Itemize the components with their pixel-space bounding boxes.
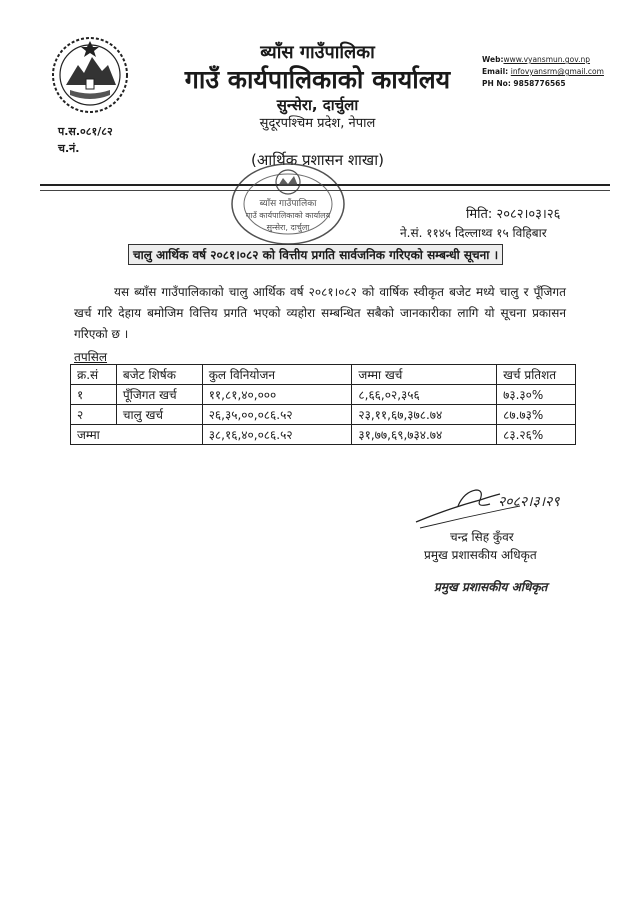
designation-stamp: प्रमुख प्रशासकीय अधिकृत: [434, 580, 548, 594]
web-link[interactable]: www.vyansmun.gov.np: [503, 55, 591, 64]
municipality-name: ब्याँस गाउँपालिका: [260, 42, 375, 63]
column-header: क्र.सं: [71, 365, 117, 385]
chalani-number: च.नं.: [58, 142, 80, 155]
patra-sankhya: प.स.०८१/८२: [58, 125, 113, 138]
table-row: [71, 385, 576, 405]
table-cell: ८,६६,०२,३५६: [352, 385, 497, 405]
total-allocation: ३८,१६,४०,०८६.५२: [202, 425, 352, 445]
svg-text:गाउँ कार्यपालिकाको कार्यालय: गाउँ कार्यपालिकाको कार्यालय: [245, 211, 331, 220]
table-cell: ८७.७३%: [497, 405, 576, 425]
office-name: गाउँ कार्यपालिकाको कार्यालय: [184, 65, 451, 94]
signatory-title: प्रमुख प्रशासकीय अधिकृत: [424, 548, 537, 562]
office-location: सुन्सेरा, दार्चुला: [276, 96, 359, 114]
total-expense: ३१,७७,६९,७३४.७४: [352, 425, 497, 445]
email-link[interactable]: infovyansrm@gmail.com: [510, 67, 604, 76]
table-cell: ११,८१,४०,०००: [202, 385, 352, 405]
total-label: जम्मा: [71, 425, 203, 445]
table-cell: २६,३५,००,०८६.५२: [202, 405, 352, 425]
province-name: सुदूरपश्चिम प्रदेश, नेपाल: [259, 116, 376, 131]
email-label: Email:: [482, 67, 509, 76]
table-cell: चालु खर्च: [116, 405, 202, 425]
table-cell: १: [71, 385, 117, 405]
svg-text:ब्याँस गाउँपालिका: ब्याँस गाउँपालिका: [259, 199, 317, 209]
svg-text:सुन्सेरा, दार्चुला: सुन्सेरा, दार्चुला: [266, 223, 310, 232]
table-cell: पूँजिगत खर्च: [116, 385, 202, 405]
phone-number: PH No: 9858776565: [482, 79, 566, 88]
signatory-name: चन्द्र सिह कुँवर: [450, 530, 514, 544]
details-heading: तपसिल: [74, 350, 108, 364]
table-cell: २३,११,६७,३७८.७४: [352, 405, 497, 425]
table-cell: २: [71, 405, 117, 425]
column-header: खर्च प्रतिशत: [497, 365, 576, 385]
table-total-row: [71, 425, 576, 445]
table-cell: ७३.३०%: [497, 385, 576, 405]
handwritten-date: २०८२।३।२९: [498, 494, 560, 510]
budget-progress-table: [70, 364, 576, 445]
table-row: [71, 405, 576, 425]
office-seal-stamp: [228, 160, 348, 248]
letter-date: मिति: २०८२।०३।२६: [466, 207, 561, 222]
contact-block: [482, 54, 604, 90]
table-header-row: [71, 365, 576, 385]
column-header: जम्मा खर्च: [352, 365, 497, 385]
notice-body: यस ब्याँस गाउँपालिकाको चालु आर्थिक वर्ष २०८१।०८२ को वार्षिक स्वीकृत बजेट मध्ये चालु र पूँजिगत खर्च गरि देहाय बमोजिम वित्तिय प्रगति भएको व्यहोरा सम्बन्धित सबैको जानकारीका लागि यो सूचना प्रकासन गरिएको छ ।: [74, 285, 566, 341]
total-percent: ८३.२६%: [497, 425, 576, 445]
web-label: Web:: [482, 55, 504, 64]
column-header: कुल विनियोजन: [202, 365, 352, 385]
nepal-sambat-date: ने.सं. ११४५ दिल्लाथ्व १५ विहिबार: [400, 226, 547, 240]
branch-name: (आर्थिक प्रशासन शाखा): [251, 151, 384, 169]
notice-subject: चालु आर्थिक वर्ष २०८१।०८२ को वित्तीय प्रगति सार्वजनिक गरिएको सम्बन्धी सूचना ।: [128, 244, 503, 265]
column-header: बजेट शिर्षक: [116, 365, 202, 385]
